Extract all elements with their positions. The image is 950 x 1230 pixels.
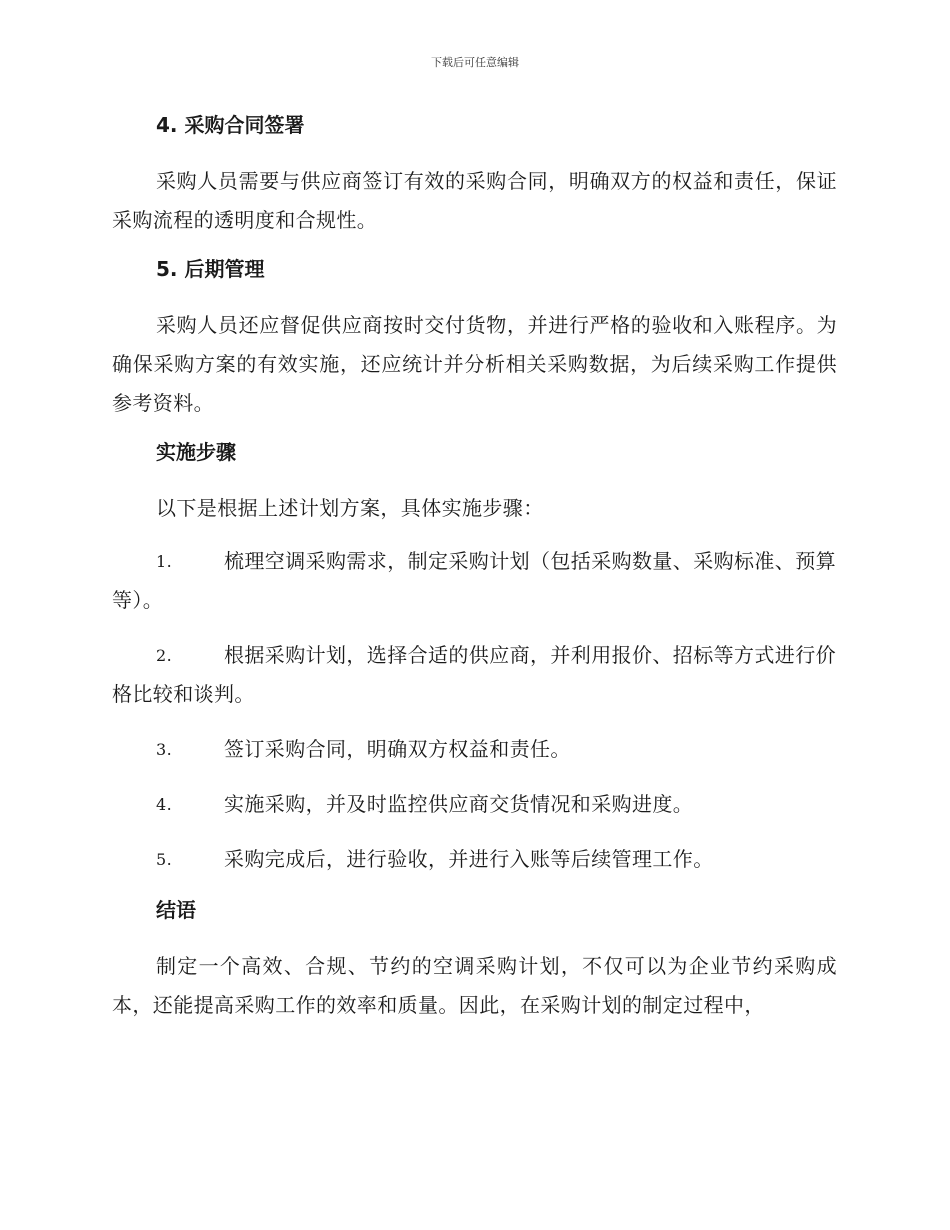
- list-item-text: 实施采购，并及时监控供应商交货情况和采购进度。: [224, 792, 694, 816]
- list-item-text: 采购完成后，进行验收，并进行入账等后续管理工作。: [224, 847, 714, 871]
- conclusion-heading: 结语: [156, 898, 196, 922]
- list-item-number: 1.: [156, 552, 173, 571]
- list-item-text: 梳理空调采购需求，制定采购计划（包括采购数量、采购标准、预算等）。: [112, 549, 836, 612]
- list-item-text: 根据采购计划，选择合适的供应商，并利用报价、招标等方式进行价格比较和谈判。: [112, 643, 836, 706]
- list-item-text: 签订采购合同，明确双方权益和责任。: [224, 737, 571, 761]
- list-item-number: 2.: [156, 646, 173, 665]
- section-4-paragraph: 采购人员需要与供应商签订有效的采购合同，明确双方的权益和责任，保证采购流程的透明度和合规性。: [112, 169, 837, 232]
- list-item-number: 3.: [156, 740, 173, 759]
- section-4-heading: 4. 采购合同签署: [156, 113, 305, 137]
- list-item: [112, 542, 837, 620]
- list-item: [112, 636, 837, 714]
- steps-intro: 以下是根据上述计划方案，具体实施步骤：: [156, 496, 544, 520]
- list-item-number: 4.: [156, 795, 173, 814]
- list-item: [112, 730, 837, 769]
- section-5-heading: 5. 后期管理: [156, 257, 265, 281]
- page-header: 下载后可任意编辑: [431, 56, 519, 69]
- document-body: [112, 110, 837, 1039]
- list-item-number: 5.: [156, 850, 173, 869]
- conclusion-paragraph: 制定一个高效、合规、节约的空调采购计划，不仅可以为企业节约采购成本，还能提高采购工作的效率和质量。因此，在采购计划的制定过程中，: [112, 954, 837, 1017]
- steps-heading: 实施步骤: [156, 440, 236, 464]
- list-item: [112, 840, 837, 879]
- list-item: [112, 785, 837, 824]
- section-5-paragraph: 采购人员还应督促供应商按时交付货物，并进行严格的验收和入账程序。为确保采购方案的有效实施，还应统计并分析相关采购数据，为后续采购工作提供参考资料。: [112, 313, 837, 415]
